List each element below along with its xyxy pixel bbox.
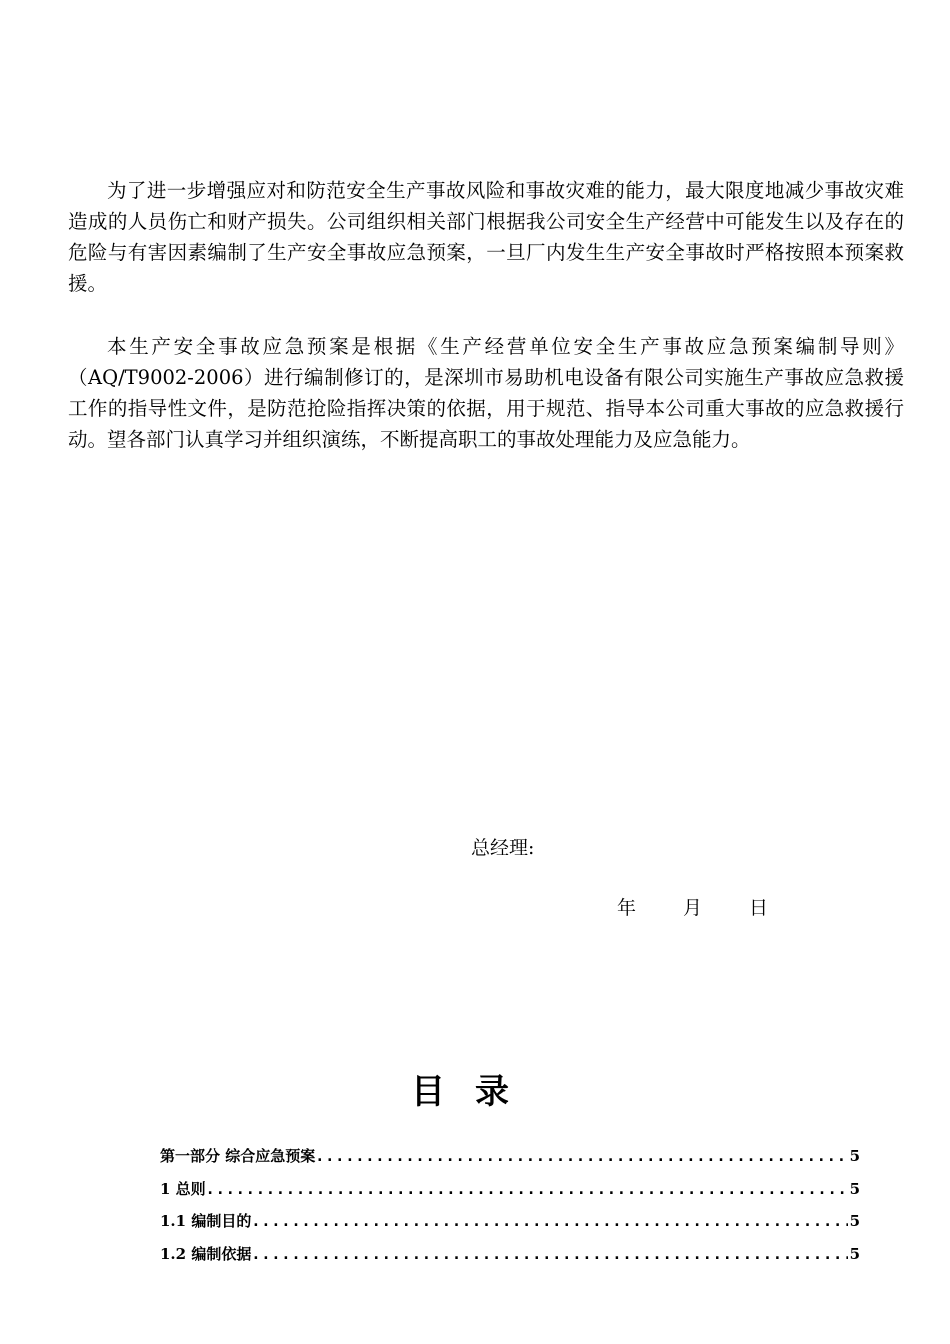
toc-entry-page: 5 [849,1244,860,1263]
toc-entry-label: 第一部分 综合应急预案 [160,1147,316,1165]
date-day-label: 日 [749,897,769,919]
general-manager-label: 总经理: [471,837,535,859]
toc-leader-dots [206,1180,848,1198]
toc-entry[interactable] [160,1243,860,1276]
toc-entry-label: 1.2 编制依据 [160,1244,252,1263]
toc-leader-dots [251,1212,847,1230]
date-month-label: 月 [683,897,703,919]
toc-title: 目录 [411,1072,539,1112]
toc-entry-page: 5 [849,1179,860,1198]
toc-entry-page: 5 [849,1212,860,1230]
toc-entry[interactable] [160,1178,860,1211]
toc-entry[interactable] [160,1210,860,1243]
date-line [617,893,768,920]
toc-entry-label: 1.1 编制目的 [160,1212,252,1230]
toc-leader-dots [315,1147,847,1165]
toc-entry-label: 1 总则 [160,1179,206,1198]
toc-entry[interactable] [160,1145,860,1178]
toc-leader-dots [251,1245,847,1263]
preface-paragraph-2: 本生产安全事故应急预案是根据《生产经营单位安全生产事故应急预案编制导则》（AQ/T9002-2006）进行编制修订的，是深圳市易助机电设备有限公司实施生产事故应急救援工作的指导性文件，是防范抢险指挥决策的依据，用于规范、指导本公司重大事故的应急救援行动。望各部门认真学习并组织演练，不断提高职工的事故处理能力及应急能力。 [68,335,904,451]
table-of-contents [160,1145,860,1275]
date-year-label: 年 [617,897,637,919]
toc-entry-page: 5 [849,1147,860,1165]
preface-paragraph-1: 为了进一步增强应对和防范安全生产事故风险和事故灾难的能力，最大限度地减少事故灾难造成的人员伤亡和财产损失。公司组织相关部门根据我公司安全生产经营中可能发生以及存在的危险与有害因素编制了生产安全事故应急预案，一旦厂内发生生产安全事故时严格按照本预案救援。 [68,179,904,295]
